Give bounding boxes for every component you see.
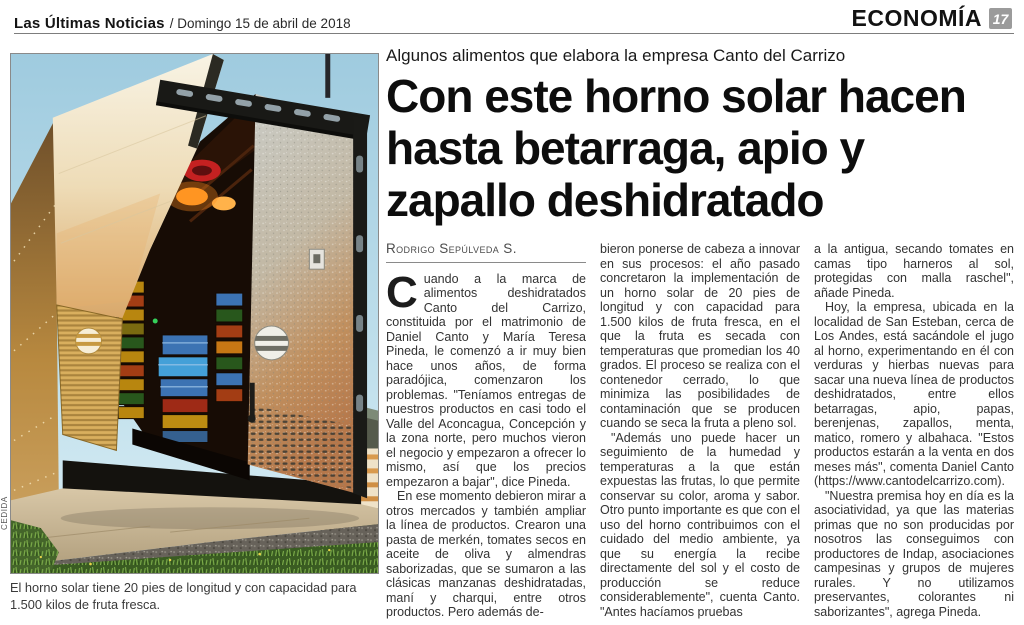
paragraph-text: uando a la marca de alimentos deshidratados Canto del Carrizo, constituida por el matrimonio de Daniel Canto y María Teresa Pineda, le comenzó a ir muy bien hace unos años, de forma paradójica, comenzaron los problemas. "Teníamos entregas de nuestros productos en casi todo el Valle del Aconcagua, Concepción y la zona norte, pero muchos vieron el negocio y empezaron a ofrecer lo mismo, así que los precios empezaron a bajar", dice Pineda.: [386, 271, 586, 489]
photo-right-door: [248, 94, 359, 494]
article-body: [386, 242, 1016, 622]
masthead-title: Las Últimas Noticias: [14, 15, 165, 32]
section-header: [852, 5, 1013, 32]
paragraph: bieron ponerse de cabeza a innovar en sus procesos: el año pasado concretaron la implementación de un horno solar de 20 pies de longitud y con capacidad para 1.500 kilos de fruta fresca, en el que la fruta es secada con temperaturas que promedian los 40 grados. El proceso se realiza con el contenedor cerrado, lo que minimiza las posibilidades de contaminación que se producen cuando se seca la fruta a pleno sol.: [600, 242, 800, 430]
paragraph: "Además uno puede hacer un seguimiento de la humedad y temperaturas a la que están expuestas las frutas, lo que permite conservar su color, aroma y sabor. Otro punto importante es que con el uso del horno contribuimos con el cuidado del medio ambiente, ya que su energía la recibe directamente del sol y el costo de producción se reduce considerablemente", cuenta Canto. "Antes hacíamos pruebas: [600, 430, 800, 619]
photo-vent-door: [57, 305, 123, 450]
article-photo: [10, 53, 379, 574]
body-column-1: [386, 242, 586, 622]
body-column-2: [600, 242, 800, 622]
photo-caption: El horno solar tiene 20 pies de longitud y con capacidad para 1.500 kilos de fruta fresca.: [10, 580, 357, 612]
paragraph: Hoy, la empresa, ubicada en la localidad de San Esteban, cerca de Los Andes, está sacándole el jugo al horno, experimentando en él con verduras y hierbas nuevas para sacar una nueva línea de productos deshidratados, entre ellos betarragas, apio, papas, berenjenas, zapallos, menta, matico, romero y albahaca. "Estos productos estarán a la venta en dos meses más", comenta Daniel Canto (https://www.cantodelcarrizo.com).: [814, 300, 1014, 488]
page-header: [14, 4, 1012, 32]
paragraph: En ese momento debieron mirar a otros mercados y también ampliar la línea de productos. Crearon una pasta de merkén, tomates secos en aceite de oliva y almendras saborizadas, que se sumaron a las clásicas manzanas deshidratadas, maní y charqui, entre otros productos. Pero además de-: [386, 489, 586, 619]
photo-corner-post: [353, 116, 367, 499]
publication-date: / Domingo 15 de abril de 2018: [169, 16, 351, 31]
drop-cap: C: [386, 267, 418, 317]
header-rule: [14, 33, 1014, 34]
paragraph: a la antigua, secando tomates en camas tipo harneros al sol, protegidas con malla raschel", añade Pineda.: [814, 242, 1014, 300]
section-title: ECONOMÍA: [851, 5, 982, 31]
article-byline: Rodrigo Sepúlveda S.: [386, 242, 586, 263]
paragraph: "Nuestra premisa hoy en día es la asociatividad, ya que las materias primas que no son producidas por nosotros las conseguimos con productores de Indap, asociaciones campesinas y grupos de mujeres rurales. Y no utilizamos preservantes, colorantes ni saborizantes", agrega Pineda.: [814, 488, 1014, 619]
article: [386, 46, 1016, 622]
article-headline: Con este horno solar hacen hasta betarraga, apio y zapallo deshidratado: [386, 70, 966, 226]
masthead: [14, 15, 351, 32]
page-number-badge: 17: [989, 8, 1012, 29]
body-column-3: [814, 242, 1014, 622]
paragraph: [386, 267, 586, 490]
article-kicker: Algunos alimentos que elabora la empresa Canto del Carrizo: [386, 46, 846, 65]
article-figure: [10, 53, 379, 613]
photo-credit: CEDIDA: [0, 496, 9, 530]
